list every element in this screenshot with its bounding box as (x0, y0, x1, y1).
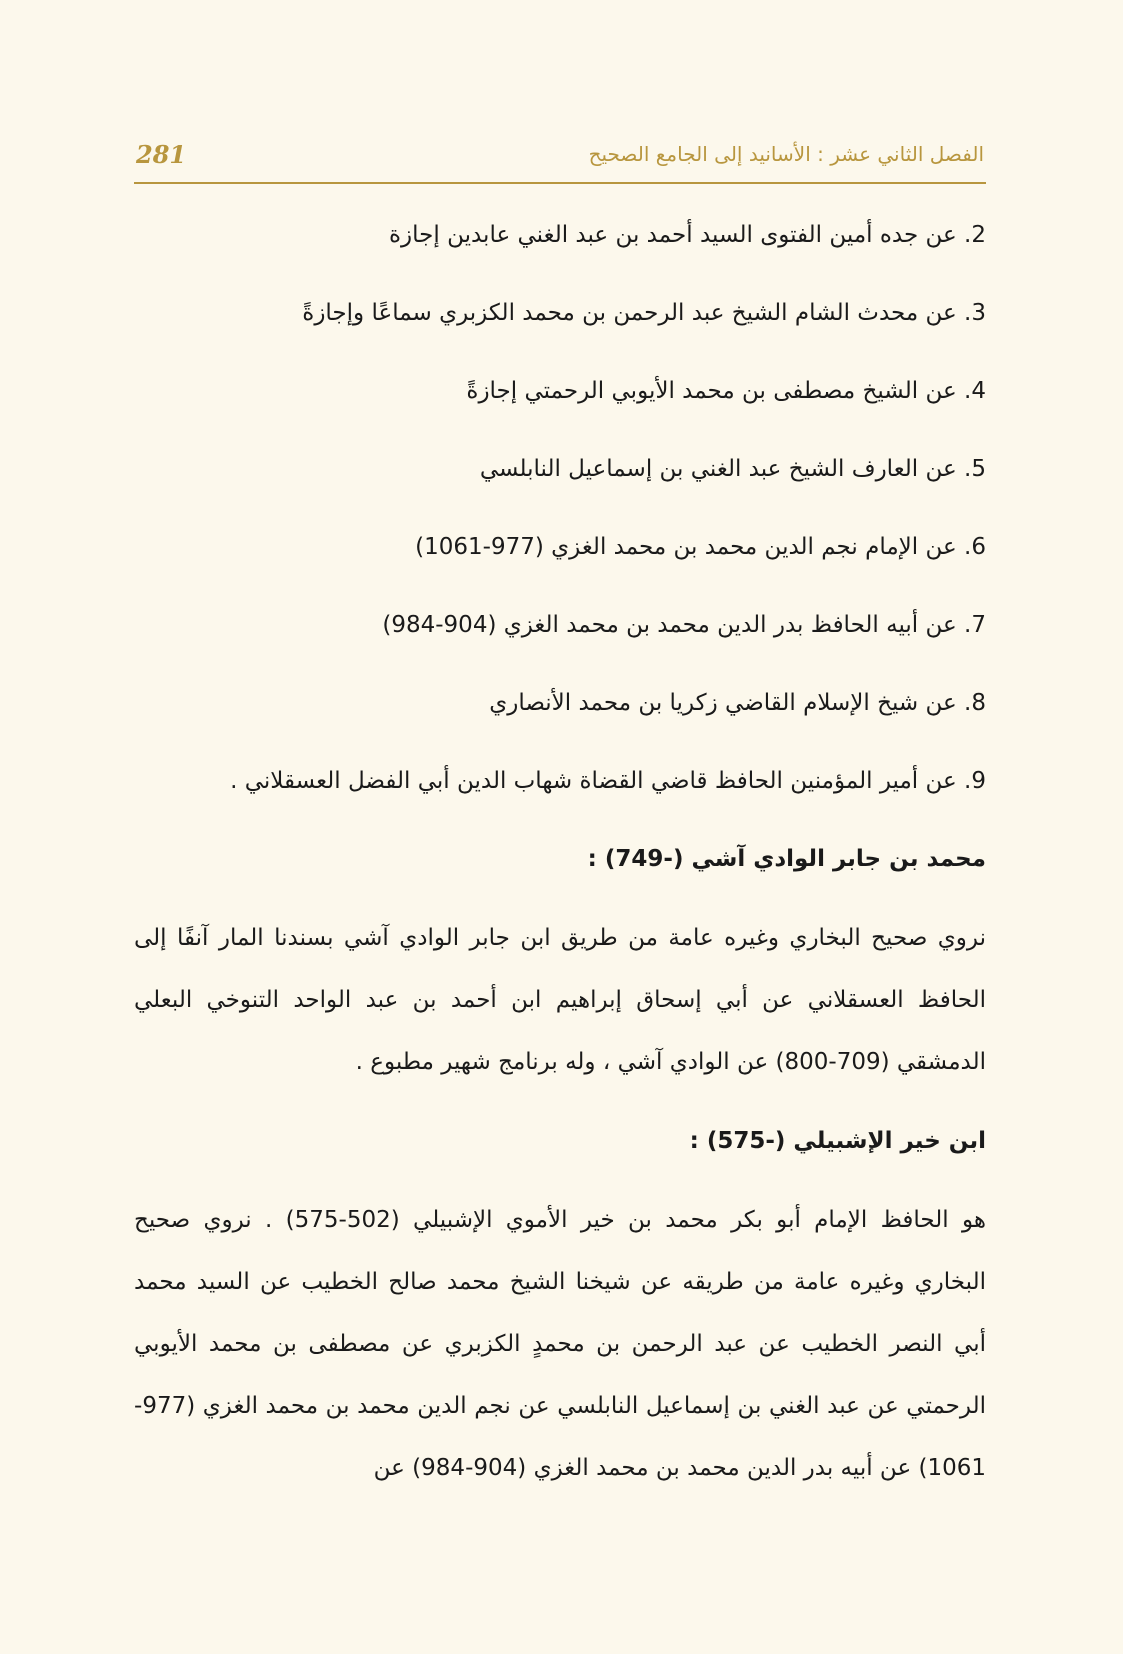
section-heading-ibn-khayr: ابن خير الإشبيلي (-575) : (689, 1128, 986, 1154)
section-paragraph-ibn-khayr: هو الحافظ الإمام أبو بكر محمد بن خير الأموي الإشبيلي (502-575) . نروي صحيح البخاري وغيره عامة من طريقه عن شيخنا الشيخ محمد صالح الخطيب عن السيد محمد أبي النصر الخطيب عن عبد الرحمن بن محمدٍ الكزبري عن مصطفى بن محمد الأيوبي الرحمتي عن عبد الغني بن إسماعيل النابلسي عن نجم الدين محمد بن محمد الغزي (977-1061) عن أبيه بدر الدين محمد بن محمد الغزي (904-984) عن (134, 1207, 986, 1481)
list-item: 4. عن الشيخ مصطفى بن محمد الأيوبي الرحمتي إجازةً (466, 378, 986, 404)
page-number: 281 (136, 140, 187, 169)
page-header (134, 134, 986, 184)
list-item: 5. عن العارف الشيخ عبد الغني بن إسماعيل النابلسي (479, 456, 986, 482)
section-heading-wadi-ashi: محمد بن جابر الوادي آشي (-749) : (587, 846, 986, 872)
page-body (134, 205, 986, 1517)
list-item: 6. عن الإمام نجم الدين محمد بن محمد الغزي (977-1061) (415, 534, 986, 560)
section-paragraph-wadi-ashi: نروي صحيح البخاري وغيره عامة من طريق ابن جابر الوادي آشي بسندنا المار آنفًا إلى الحافظ العسقلاني عن أبي إسحاق إبراهيم ابن أحمد بن عبد الواحد التنوخي البعلي الدمشقي (709-800) عن الوادي آشي ، وله برنامج شهير مطبوع . (134, 925, 986, 1075)
chain-list (134, 205, 986, 829)
list-item: 7. عن أبيه الحافظ بدر الدين محمد بن محمد الغزي (904-984) (382, 612, 986, 638)
list-item: 8. عن شيخ الإسلام القاضي زكريا بن محمد الأنصاري (489, 690, 986, 716)
list-item: 9. عن أمير المؤمنين الحافظ قاضي القضاة شهاب الدين أبي الفضل العسقلاني . (230, 768, 986, 794)
running-head: الفصل الثاني عشر : الأسانيد إلى الجامع الصحيح (588, 142, 984, 166)
list-item: 2. عن جده أمين الفتوى السيد أحمد بن عبد الغني عابدين إجازة (388, 222, 986, 248)
list-item: 3. عن محدث الشام الشيخ عبد الرحمن بن محمد الكزبري سماعًا وإجازةً (302, 300, 986, 326)
